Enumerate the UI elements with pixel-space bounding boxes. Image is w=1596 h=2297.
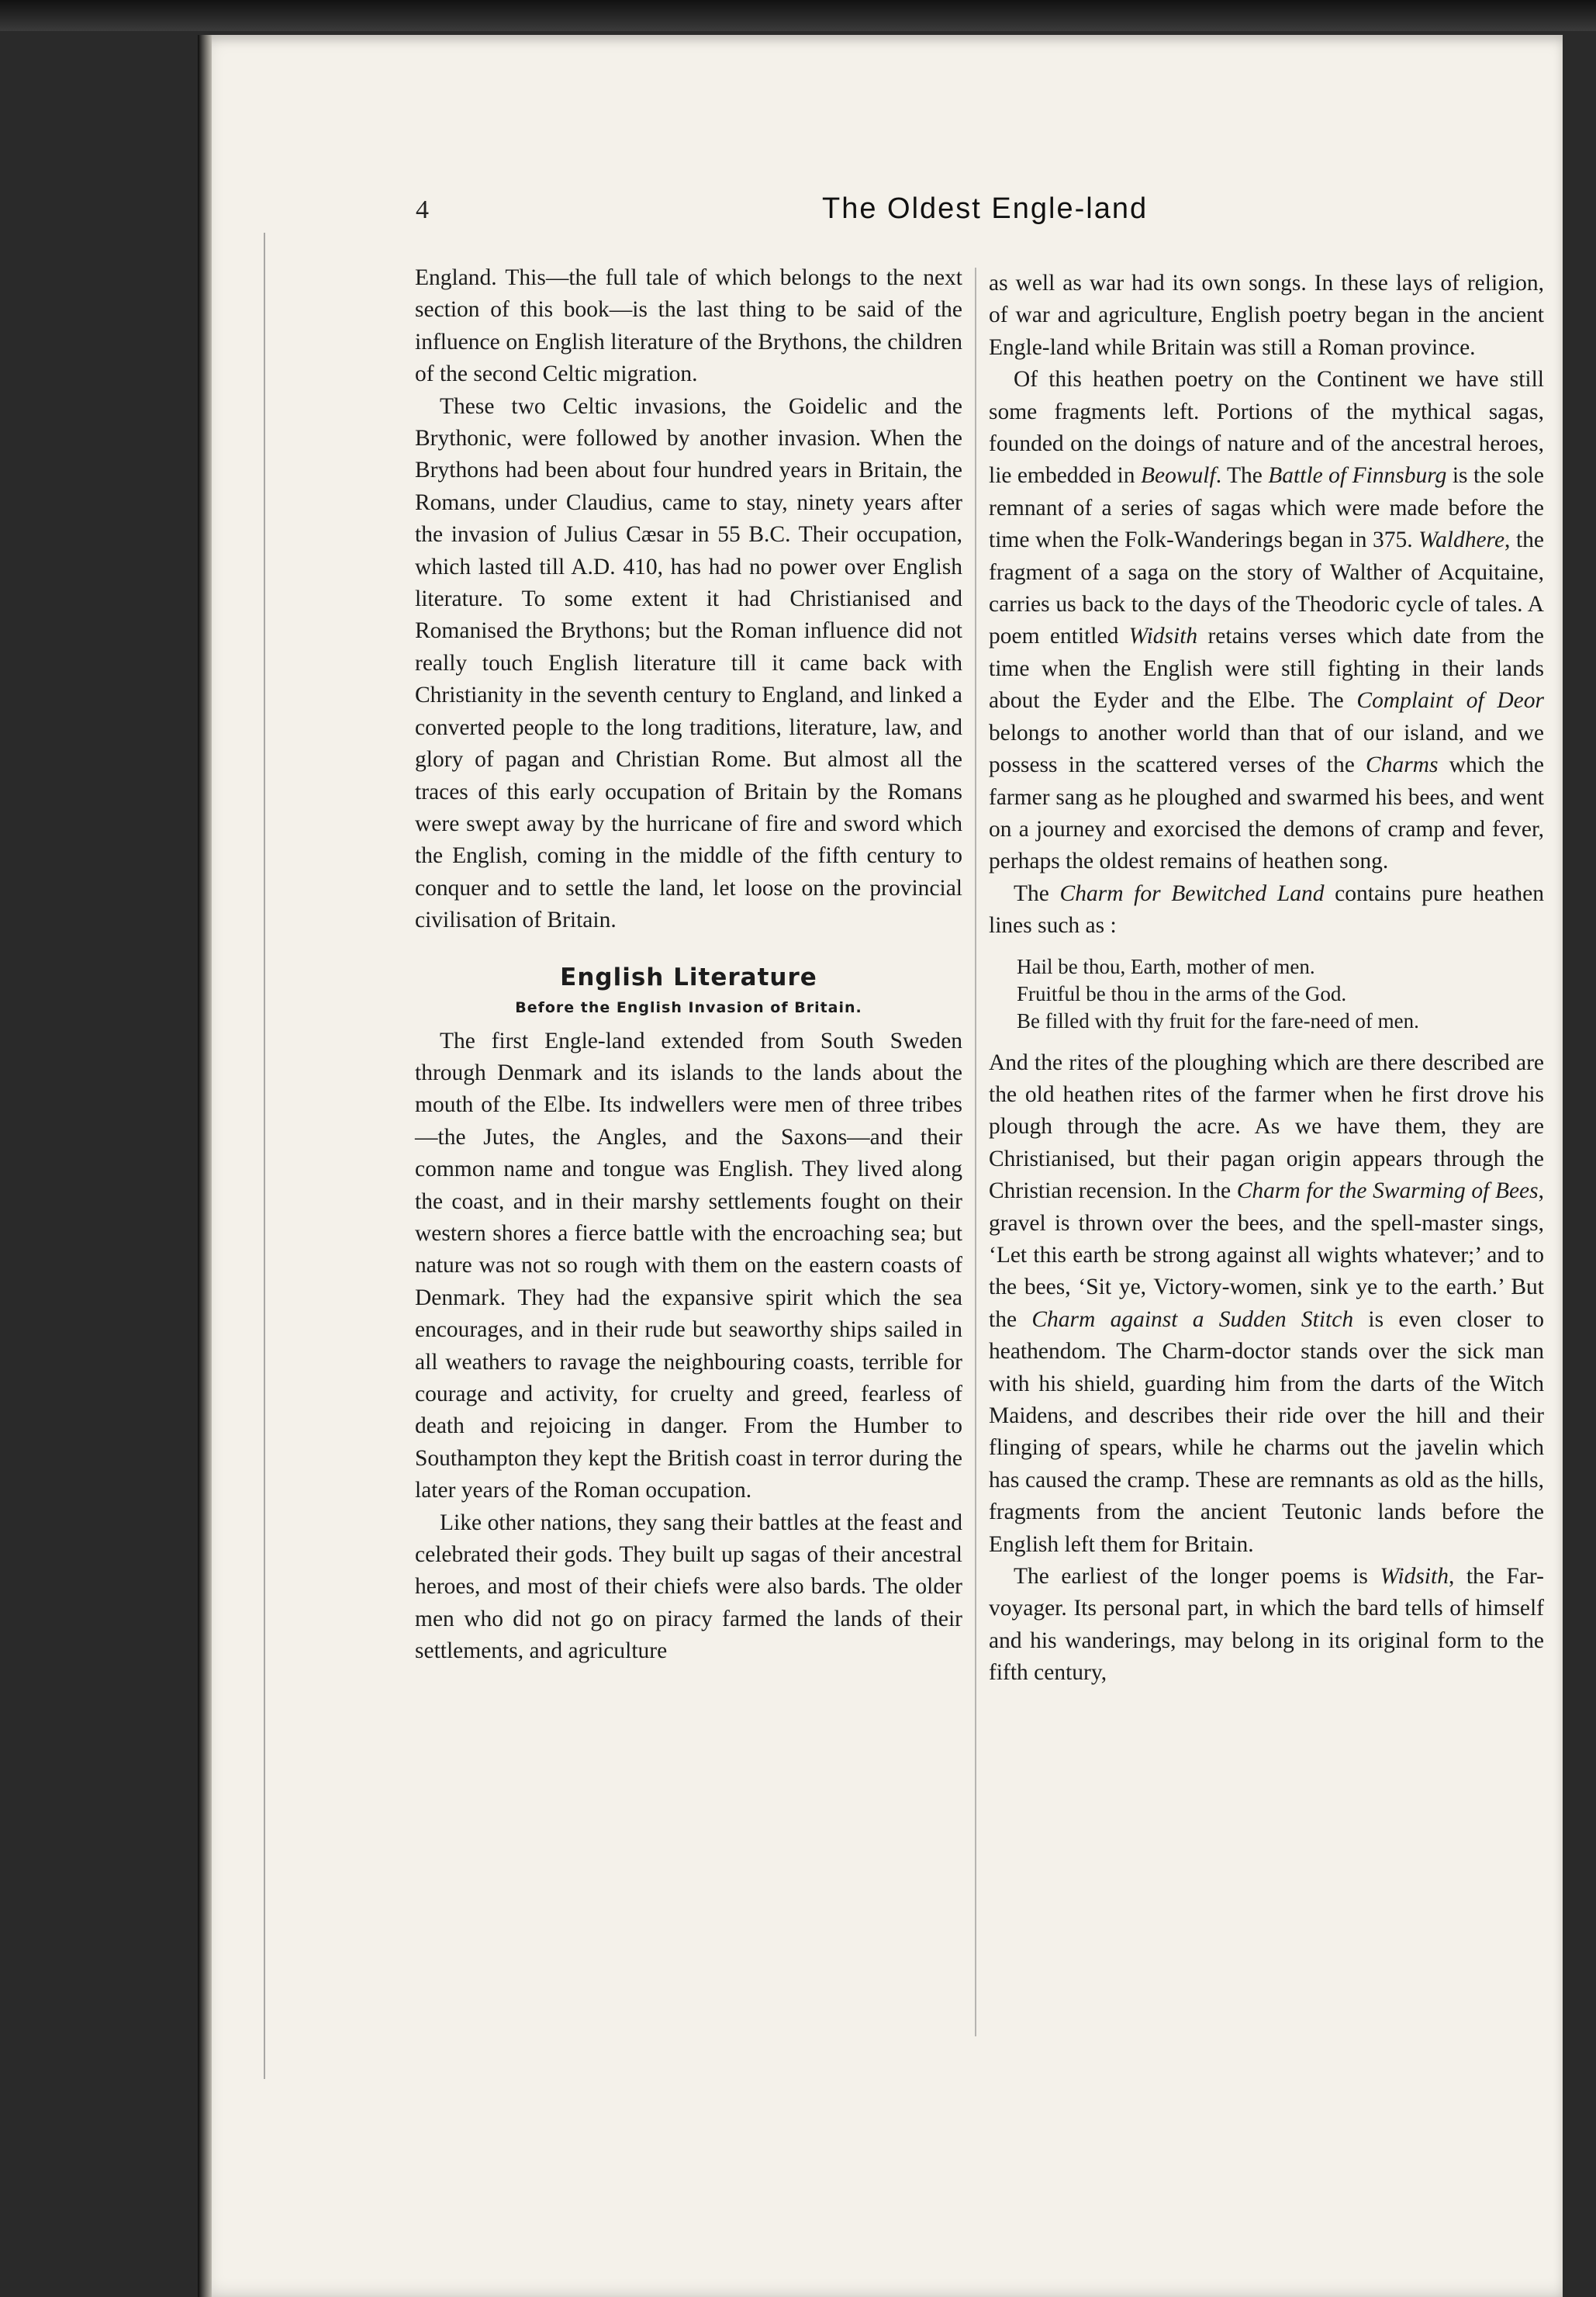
text-run: , the fragment of a saga on the story of Walther of Acquitaine, carries us back to the days of the Theodoric cycle of tales. A poem entitled bbox=[989, 528, 1544, 649]
work-title-charms: Charms bbox=[1366, 752, 1439, 778]
paragraph bbox=[989, 364, 1544, 878]
work-title-waldhere: Waldhere bbox=[1418, 528, 1505, 553]
page-binding-edge bbox=[198, 35, 212, 2297]
work-title-widsith: Widsith bbox=[1380, 1564, 1449, 1590]
text-run: contains pure heathen lines such as : bbox=[989, 880, 1544, 939]
text-run: belongs to another world than that of our island, and we possess in the scattered verses of the bbox=[989, 720, 1544, 778]
work-title-bewitched-land: Charm for Bewitched Land bbox=[1059, 880, 1325, 906]
text-run: Of this heathen poetry on the Continent we have still some fragments left. Portions of the mythical sagas, founded on the doings of nature and of the ancestral heroes, lie embedded in bbox=[989, 367, 1544, 489]
work-title-widsith: Widsith bbox=[1128, 624, 1198, 649]
paragraph bbox=[989, 1047, 1544, 1562]
paragraph: Like other nations, they sang their battles at the feast and celebrated their gods. They built up sagas of their ancestral heroes, and most of their chiefs were also bards. The older men who did not go on piracy farmed the lands of their settlements, and agriculture bbox=[415, 1510, 962, 1664]
text-run: , gravel is thrown over the bees, and the spell-master sings, ‘Let this earth be strong against all wights whatever;’ and to the bees, ‘Sit ye, Victory-women, sink ye to the earth.’ But the bbox=[989, 1178, 1545, 1332]
text-run: retains verses which date from the time when the English were still fighting in their lands about the Eyder and the Elbe. The bbox=[989, 624, 1544, 714]
page-header bbox=[416, 192, 1556, 239]
paragraph bbox=[989, 1561, 1544, 1690]
verse-line: Hail be thou, Earth, mother of men. bbox=[1017, 954, 1315, 978]
text-run: which the farmer sang as he ploughed and swarmed his bees, and went on a journey and exorcised the demons of cramp and fever, perhaps the oldest remains of heathen song. bbox=[989, 752, 1544, 874]
work-title-finnsburg: Battle of Finnsburg bbox=[1268, 463, 1447, 489]
work-title-stitch: Charm against a Sudden Stitch bbox=[1031, 1306, 1354, 1332]
left-column bbox=[415, 262, 962, 1668]
paragraph: England. This—the full tale of which belongs to the next section of this book—is the last thing to be said of the influence on English literature of the Brythons, the children of the second Celtic migration. bbox=[415, 265, 962, 387]
text-run: is even closer to heathendom. The Charm-doctor stands over the sick man with his shield, guarding him from the darts of the Witch Maidens, and describes their ride over the hill and their flinging of spears, while he charms out the javelin which has caused the cramp. These are remnants as old as the hills, fragments from the ancient Teutonic lands before the English left them for Britain. bbox=[989, 1306, 1544, 1557]
section-heading: English Literature bbox=[560, 963, 817, 991]
work-title-deor: Complaint of Deor bbox=[1356, 688, 1544, 714]
work-title-beowulf: Beowulf bbox=[1141, 463, 1216, 489]
section-subheading: Before the English Invasion of Britain. bbox=[515, 998, 862, 1016]
paragraph: These two Celtic invasions, the Goidelic and the Brythonic, were followed by another invasion. When the Brythons had been about four hundred years in Britain, the Romans, under Claudius, came to stay, ninety years after the invasion of Julius Cæsar in 55 B.C. Their occupation, which lasted till A.D. 410, has had no power over English literature. To some extent it had Christianised and Romanised the Brythons; but the Roman influence did not really touch English literature till it came back with Christianity in the seventh century to England, and linked a converted people to the long traditions, literature, law, and glory of pagan and Christian Rome. But almost all the traces of this early occupation of Britain by the Romans were swept away by the hurricane of fire and sword which the English, coming in the middle of the fifth century to conquer and to settle the land, let loose on the provincial civilisation of Britain. bbox=[415, 393, 962, 933]
verse-line: Fruitful be thou in the arms of the God. bbox=[1017, 981, 1347, 1005]
margin-rule bbox=[264, 233, 265, 2079]
text-run: , the Far-voyager. Its personal part, in which the bard tells of himself and his wanderings, may belong in its original form to the fifth century, bbox=[989, 1564, 1544, 1686]
verse-quote bbox=[1017, 953, 1544, 1035]
text-run: The bbox=[1014, 880, 1060, 906]
paragraph: as well as war had its own songs. In these lays of religion, of war and agriculture, English poetry began in the ancient Engle-land while Britain was still a Roman province. bbox=[989, 271, 1544, 360]
text-run: And the rites of the ploughing which are there described are the old heathen rites of the farmer when he first drove his plough through the acre. As we have them, they are Christianised, but their pagan origin appears through the Christian recension. In the bbox=[989, 1050, 1544, 1204]
text-run: The earliest of the longer poems is bbox=[1014, 1564, 1380, 1590]
scan-border-top bbox=[0, 0, 1596, 31]
paragraph bbox=[989, 878, 1544, 943]
work-title-swarming: Charm for the Swarming of Bees bbox=[1236, 1178, 1539, 1204]
page-number: 4 bbox=[416, 195, 429, 224]
verse-line: Be filled with thy fruit for the fare-need of men. bbox=[1017, 1008, 1419, 1033]
running-title: The Oldest Engle-land bbox=[822, 192, 1149, 225]
right-column bbox=[989, 268, 1544, 1690]
paragraph: The first Engle-land extended from South Sweden through Denmark and its islands to the lands about the mouth of the Elbe. Its indwellers were men of three tribes—the Jutes, the Angles, and the Saxons—and their common name and tongue was English. They lived along the coast, and in their marshy settlements fought on their western shores a fierce battle with the encroaching sea; but nature was not so rough with them on the eastern coasts of Denmark. They had the expansive spirit which the sea encourages, and in their rude but seaworthy ships sailed in all weathers to ravage the neighbouring coasts, terrible for courage and activity, for cruelty and greed, fearless of death and rejoicing in danger. From the Humber to Southampton they kept the British coast in terror during the later years of the Roman occupation. bbox=[415, 1028, 962, 1503]
text-run: . The bbox=[1215, 463, 1269, 489]
column-divider bbox=[975, 268, 976, 2036]
text-run: is the sole remnant of a series of sagas which were made before the time when the Folk-Wanderings began in 375. bbox=[989, 463, 1544, 553]
